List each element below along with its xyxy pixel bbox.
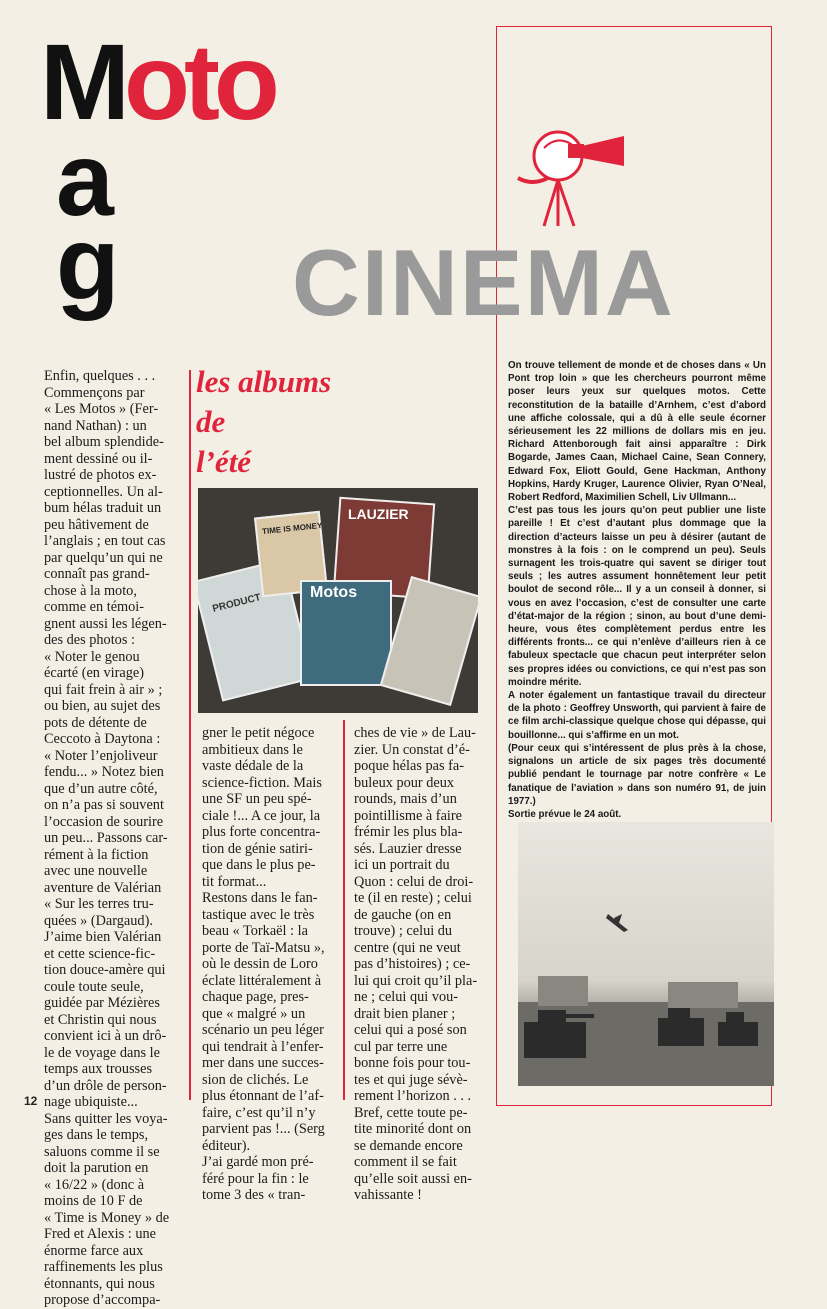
column-rule-2 — [343, 720, 345, 1100]
text-line: chaque page, pres- — [202, 989, 309, 1005]
text-line: beau « Torkaël : la — [202, 923, 308, 939]
text-line: lustré de photos ex- — [44, 467, 157, 483]
mag-letter-g: g — [56, 206, 120, 322]
text-line: drait bien planer ; — [354, 1005, 456, 1022]
text-line: tit format... — [202, 873, 267, 890]
text-line: comme en témoi- — [44, 599, 145, 615]
text-line: sés. Lauzier dresse — [354, 840, 462, 857]
text-line: que dans le plus pe- — [202, 857, 316, 873]
text-line: guidée par Mézières — [44, 995, 160, 1011]
text-line: tion de génie satiri- — [202, 840, 313, 857]
text-line: bonne fois pour tou- — [354, 1055, 471, 1071]
text-line: scénario un peu léger — [202, 1022, 324, 1038]
albums-title-line-3: l’été — [196, 444, 252, 479]
text-line: et Christin qui nous — [44, 1011, 157, 1028]
moto-rest: oto — [123, 21, 274, 142]
camera-mascot-icon — [508, 118, 628, 228]
text-line: une SF un peu spé- — [202, 791, 312, 807]
text-line: nand Nathan) : un — [44, 417, 147, 434]
text-line: ici un portrait du — [354, 857, 450, 873]
text-line: centre (qui ne veut — [354, 939, 461, 956]
text-line: ges dans le temps, — [44, 1127, 149, 1143]
text-line: énorme farce aux — [44, 1242, 144, 1259]
book-title: Motos — [310, 584, 358, 601]
cinema-paragraph: C’est pas tous les jours qu’on peut publier une liste pareille ! Et c’est d’autant plus dommage que la direction d’acteurs laisse un peu à désirer (autant de monstres à la fois : on le comprend un peu). Seuls surnagent les trois-quatre qui savent se diriger tout seuls ; les autres assument honnêtement leur petit boulot de second rôle... Il y a un conseil à donner, si vous en avez l’occasion, c’est de consulter une carte d’état-major de la région ; sinon, au bout d’une demi-heure, vous êtes complètement perdus entre les différents fronts... ce qui n’enlève d’ailleurs rien à ce fabuleux spectacle que chacun peut interpréter selon ses propres idées ou convictions, ce qui n’est pas son moindre mérite. — [508, 505, 766, 688]
text-line: chose à la moto, — [44, 582, 137, 599]
book-title: TIME IS MONEY — [261, 520, 323, 537]
section-title-cinema: CINEMA — [292, 230, 675, 335]
text-line: celui qui a posé son — [354, 1022, 467, 1038]
text-line: un peu... Passons car- — [44, 830, 168, 846]
text-line: rément à la fiction — [44, 846, 149, 863]
text-line: de gauche (on en — [354, 906, 452, 923]
text-line: parvient pas !... (Serg — [202, 1121, 325, 1137]
text-line: éditeur). — [202, 1137, 251, 1154]
albums-title — [196, 362, 331, 482]
column-rule-1 — [189, 370, 191, 1100]
text-line: rounds, mais d’un — [354, 791, 457, 807]
text-line: tes et qui juge sévè- — [354, 1071, 468, 1088]
cinema-paragraph: A noter également un fantastique travail du directeur de la photo : Geoffrey Unsworth, qui parvient à faire de ce film archi-classique quelque chose qui dépasse, qui bouillonne... qui s’affirme en un mot. — [508, 690, 766, 741]
war-film-photo — [518, 822, 774, 1086]
text-line: que d’un autre côté, — [44, 780, 158, 797]
text-line: fendu... » Notez bien — [44, 764, 164, 780]
text-line: où le dessin de Loro — [202, 956, 318, 972]
text-line: gnent aussi les légen- — [44, 615, 167, 632]
text-line: trouve) ; celui du — [354, 923, 453, 939]
cinema-paragraph: (Pour ceux qui s’intéressent de plus près à la chose, signalons un article de six pages très documenté publié pendant le tournage par notre confrère « Le fanatique de l’aviation » dans son numéro 91, de juin 1977.) — [508, 742, 766, 807]
text-line: ambitieux dans le — [202, 741, 303, 758]
text-line: tastique avec le très — [202, 906, 315, 923]
text-line: avec une nouvelle — [44, 863, 148, 879]
text-line: peu hâtivement de — [44, 516, 149, 533]
text-line: J’aime bien Valérian — [44, 929, 162, 945]
text-line: pas d’histoires) ; ce- — [354, 956, 471, 972]
text-line: frémir les plus bla- — [354, 824, 463, 840]
text-line: « Time is Money » de — [44, 1209, 170, 1226]
text-line: Ceccoto à Daytona : — [44, 731, 161, 747]
text-line: Sans quitter les voya- — [44, 1110, 168, 1127]
cinema-paragraph: On trouve tellement de monde et de choses dans « Un Pont trop loin » que les chercheurs pourront même poser leurs yeux sur quelques motos. Cette reconstitution de la bataille d’Arnhem, c’est d’abord une affiche colossale, qui a dû à elle seule écorner sérieusement les 22 millions de dollars mis en jeu. Richard Attenborough fait ainsi apparaître : Dirk Bogarde, James Caan, Michael Caine, Sean Connery, Edward Fox, Eliott Gould, Gene Hackman, Anthony Hopkins, Hardy Kruger, Laurence Olivier, Ryan O’Neal, Robert Redford, Maximilien Schell, Liv Ullmann... — [508, 360, 766, 504]
text-line: et cette science-fic- — [44, 945, 156, 962]
text-line: moins de 10 F de — [44, 1193, 143, 1209]
text-line: rement l’horizon . . . — [354, 1088, 472, 1104]
text-line: cul par terre une — [354, 1038, 448, 1055]
text-line: temps aux trousses — [44, 1061, 153, 1077]
text-line: tion douce-amère qui — [44, 962, 166, 978]
text-line: doit la parution en — [44, 1160, 149, 1176]
text-line: étonnants, qui nous — [44, 1275, 155, 1292]
text-line: comment il se fait — [354, 1154, 457, 1170]
text-line: propose d’accompa- — [44, 1292, 161, 1308]
cinema-paragraph: Sortie prévue le 24 août. — [508, 808, 622, 820]
text-line: nage ubiquiste... — [44, 1094, 138, 1110]
text-line: pointillisme à faire — [354, 807, 462, 824]
article-column-2 — [202, 725, 338, 1204]
text-line: tome 3 des « tran- — [202, 1187, 306, 1203]
text-line: des des photos : — [44, 632, 135, 648]
text-line: coule toute seule, — [44, 978, 144, 995]
text-line: qui tendrait à l’enfer- — [202, 1038, 324, 1055]
article-column-1 — [44, 368, 186, 1309]
text-line: buleux pour deux — [354, 774, 455, 791]
text-line: vaste dédale de la — [202, 758, 304, 774]
text-line: raffinements les plus — [44, 1259, 163, 1275]
page-number: 12 — [24, 1094, 38, 1108]
text-line: lui qui croit qu’il pla- — [354, 972, 478, 989]
moto-title: Moto — [40, 21, 274, 142]
text-line: convient ici à un drô- — [44, 1028, 167, 1044]
text-line: gner le petit négoce — [202, 725, 315, 741]
text-line: faire, c’est qu’il n’y — [202, 1104, 316, 1121]
text-line: Enfin, quelques . . . — [44, 368, 156, 384]
text-line: ne ; celui qui vou- — [354, 989, 459, 1005]
text-line: bum hélas traduit un — [44, 500, 162, 516]
text-line: se demande encore — [354, 1137, 463, 1154]
text-line: bel album splendide- — [44, 434, 164, 450]
text-line: poque hélas pas fa- — [354, 758, 464, 774]
text-line: « Sur les terres tru- — [44, 896, 154, 912]
text-line: Quon : celui de droi- — [354, 873, 474, 890]
text-line: te (il en reste) ; celui — [354, 890, 472, 906]
article-column-3 — [354, 725, 486, 1204]
text-line: que « malgré » un — [202, 1005, 306, 1022]
text-line: « Noter le genou — [44, 648, 140, 665]
text-line: sion de clichés. Le — [202, 1071, 309, 1088]
text-line: pots de détente de — [44, 714, 147, 731]
text-line: ches de vie » de Lau- — [354, 725, 476, 741]
text-line: aventure de Valérian — [44, 879, 162, 896]
text-line: mer dans une succes- — [202, 1055, 324, 1071]
book-title: PRODUCT — [211, 592, 263, 615]
cinema-article — [508, 359, 766, 821]
mag-letter-a: a — [56, 122, 114, 238]
text-line: quées » (Dargaud). — [44, 912, 153, 929]
book-title: LAUZIER — [348, 506, 409, 522]
text-line: « Les Motos » (Fer- — [44, 401, 159, 417]
text-line: Fred et Alexis : une — [44, 1226, 156, 1242]
text-line: porte de Taï-Matsu », — [202, 939, 325, 956]
plane-icon — [606, 914, 628, 932]
tanks-scene — [518, 822, 774, 1086]
text-line: science-fiction. Mais — [202, 774, 322, 791]
text-line: J’ai gardé mon pré- — [202, 1154, 314, 1170]
text-line: écarté (en virage) — [44, 665, 145, 681]
albums-title-line-2: de — [196, 404, 226, 439]
text-line: ment dessiné ou il- — [44, 450, 153, 467]
text-line: qu’elle soit aussi en- — [354, 1170, 472, 1187]
text-line: saluons comme il se — [44, 1143, 160, 1160]
text-line: d’un drôle de person- — [44, 1077, 167, 1094]
text-line: féré pour la fin : le — [202, 1170, 309, 1187]
text-line: ciale !... A ce jour, la — [202, 807, 321, 824]
text-line: « 16/22 » (donc à — [44, 1176, 145, 1193]
text-line: Bref, cette toute pe- — [354, 1104, 468, 1121]
text-line: tite minorité dont on — [354, 1121, 472, 1137]
albums-photo — [198, 488, 478, 713]
text-line: connaît pas grand- — [44, 566, 150, 582]
text-line: qui fait frein à air » ; — [44, 681, 163, 698]
text-line: l’anglais ; en tout cas — [44, 533, 166, 549]
text-line: « Noter l’enjoliveur — [44, 747, 158, 764]
text-line: vahissante ! — [354, 1187, 422, 1203]
text-line: ou bien, au sujet des — [44, 698, 161, 714]
text-line: on n’a pas si souvent — [44, 797, 164, 813]
text-line: plus forte concentra- — [202, 824, 321, 840]
text-line: éclate littéralement à — [202, 972, 322, 989]
text-line: Commençons par — [44, 384, 145, 401]
text-line: le de voyage dans le — [44, 1044, 160, 1061]
text-line: par quelqu’un qui ne — [44, 549, 163, 566]
text-line: l’occasion de sourire — [44, 813, 164, 830]
text-line: zier. Un constat d’é- — [354, 741, 470, 758]
text-line: ceptionnelles. Un al- — [44, 483, 163, 500]
text-line: Restons dans le fan- — [202, 890, 318, 906]
albums-title-line-1: les albums — [196, 364, 332, 399]
text-line: plus étonnant de l’af- — [202, 1088, 324, 1104]
